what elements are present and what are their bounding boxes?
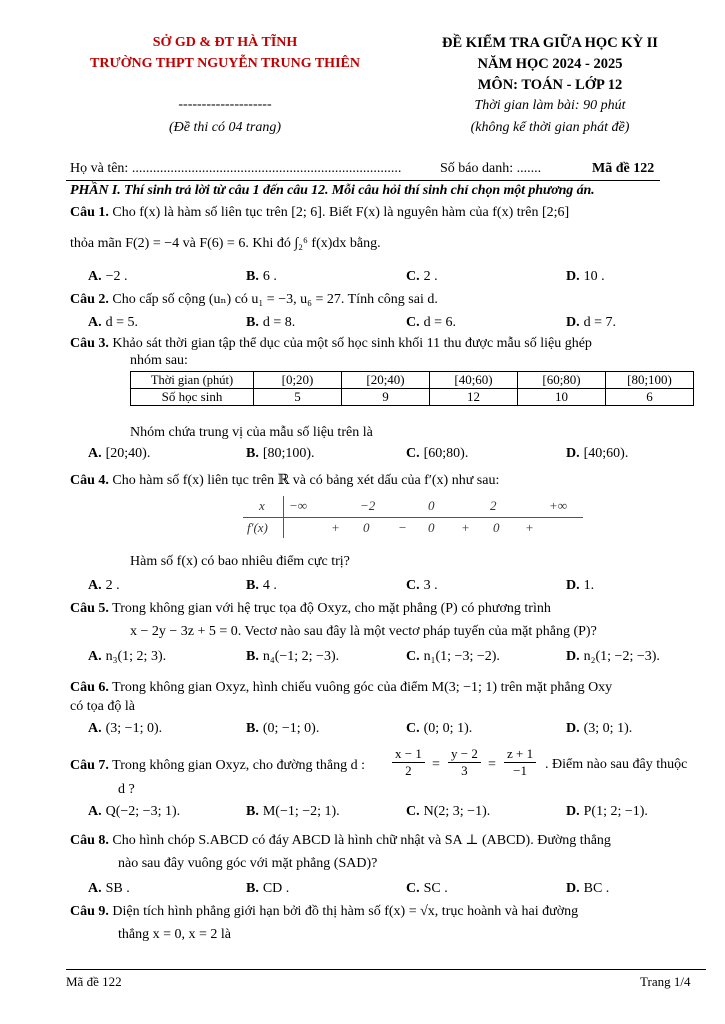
question-3: Câu 3. Khảo sát thời gian tập thể dục của một số học sinh khối 11 thu được mẫu số liệu ghép [70, 336, 592, 351]
header-page-count: (Đề thi có 04 trang) [169, 120, 281, 135]
sign-value: 0 [363, 520, 370, 535]
q1-option-c[interactable]: C. 2 . [406, 269, 438, 284]
q3-option-c[interactable]: C. [60;80). [406, 446, 469, 461]
question-3-prompt: Nhóm chứa trung vị của mẫu số liệu trên là [130, 425, 373, 440]
question-6: Câu 6. Trong không gian Oxyz, hình chiếu vuông góc của điểm M(3; −1; 1) trên mặt phẳng Oxy [70, 680, 613, 695]
q2-option-a[interactable]: A. d = 5. [88, 315, 139, 330]
q7-option-c[interactable]: C. N(2; 3; −1). [406, 804, 491, 819]
q2-option-b[interactable]: B. d = 8. [246, 315, 296, 330]
sign-table-fp-label: f′(x) [247, 520, 268, 535]
fraction-3: z + 1 −1 [504, 746, 536, 779]
question-4: Câu 4. Cho hàm số f(x) liên tục trên ℝ và có bảng xét dấu của f′(x) như sau: [70, 473, 500, 488]
table-row [131, 389, 694, 406]
question-5-line2: x − 2y − 3z + 5 = 0. Vectơ nào sau đây là một vectơ pháp tuyến của mặt phẳng (P)? [130, 624, 597, 639]
question-9-line2: thẳng x = 0, x = 2 là [118, 927, 231, 942]
question-1-line2: thỏa mãn F(2) = −4 và F(6) = 6. Khi đó ∫₂⁶ f(x)dx bằng. [70, 236, 381, 251]
q1-option-b[interactable]: B. 6 . [246, 269, 277, 284]
student-name-field: Họ và tên: ............................................................................. [70, 161, 402, 176]
table-cell: 5 [254, 389, 342, 406]
sign-table-x-value: 0 [428, 498, 435, 513]
table-cell: 9 [342, 389, 430, 406]
student-id-field: Số báo danh: ....... [440, 161, 542, 176]
sign-table-vline [283, 496, 284, 538]
question-9: Câu 9. Diện tích hình phẳng giới hạn bởi đồ thị hàm số f(x) = √x, trục hoành và hai đường [70, 904, 579, 919]
q6-option-b[interactable]: B. (0; −1; 0). [246, 721, 320, 736]
table-cell: [60;80) [518, 372, 606, 389]
q8-option-c[interactable]: C. SC . [406, 881, 448, 896]
question-5: Câu 5. Trong không gian với hệ trục tọa độ Oxyz, cho mặt phẳng (P) có phương trình [70, 601, 551, 616]
exam-duration: Thời gian làm bài: 90 phút [474, 98, 626, 113]
sign-value: + [331, 520, 340, 535]
table-cell: [0;20) [254, 372, 342, 389]
q3-option-d[interactable]: D. [40;60). [566, 446, 629, 461]
fraction-1: x − 1 2 [392, 746, 425, 779]
question-2: Câu 2. Cho cấp số cộng (uₙ) có u₁ = −3, u₆ = 27. Tính công sai d. [70, 292, 438, 307]
fraction-2: y − 2 3 [448, 746, 481, 779]
question-8: Câu 8. Cho hình chóp S.ABCD có đáy ABCD là hình chữ nhật và SA ⊥ (ABCD). Đường thẳng [70, 833, 611, 848]
q4-option-b[interactable]: B. 4 . [246, 578, 277, 593]
info-underline [66, 180, 660, 181]
footer-exam-code: Mã đề 122 [66, 974, 122, 989]
q4-option-c[interactable]: C. 3 . [406, 578, 438, 593]
footer-divider [66, 969, 706, 970]
q3-option-b[interactable]: B. [80;100). [246, 446, 315, 461]
q6-option-a[interactable]: A. (3; −1; 0). [88, 721, 163, 736]
table-row [131, 372, 694, 389]
q1-option-a[interactable]: A. −2 . [88, 269, 128, 284]
table-cell: 10 [518, 389, 606, 406]
subject: MÔN: TOÁN - LỚP 12 [477, 77, 623, 93]
sign-table-x-value: −∞ [289, 498, 308, 513]
question-7-line2: d ? [118, 782, 135, 797]
q6-option-c[interactable]: C. (0; 0; 1). [406, 721, 473, 736]
q1-option-d[interactable]: D. 10 . [566, 269, 605, 284]
sign-value: − [398, 520, 407, 535]
header-dashes: -------------------- [178, 97, 272, 112]
sign-table-x-value: −2 [360, 498, 376, 513]
sign-table-hline [243, 517, 583, 518]
q5-option-b[interactable]: B. n₄(−1; 2; −3). [246, 649, 340, 664]
question-7-tail: . Điểm nào sau đây thuộc [545, 757, 688, 772]
q3-option-a[interactable]: A. [20;40). [88, 446, 151, 461]
sign-value: 0 [428, 520, 435, 535]
table-cell: [40;60) [430, 372, 518, 389]
equals-sign: = [432, 757, 440, 772]
table-header-count: Số học sinh [131, 389, 254, 406]
sign-table-x-value: 2 [490, 498, 497, 513]
header-department: SỞ GD & ĐT HÀ TĨNH [152, 35, 298, 50]
q4-option-a[interactable]: A. 2 . [88, 578, 120, 593]
exam-code: Mã đề 122 [592, 161, 655, 176]
part1-heading: PHẦN I. Thí sinh trả lời từ câu 1 đến câu 12. Mỗi câu hỏi thí sinh chỉ chọn một phương án. [70, 183, 595, 198]
sign-value: + [461, 520, 470, 535]
question-6-line2: có tọa độ là [70, 699, 135, 714]
exam-duration-note: (không kể thời gian phát đề) [470, 120, 630, 135]
table-cell: [80;100) [606, 372, 694, 389]
question-4-prompt: Hàm số f(x) có bao nhiêu điểm cực trị? [130, 554, 350, 569]
table-cell: 12 [430, 389, 518, 406]
question-3-line2: nhóm sau: [130, 353, 188, 368]
exam-title: ĐỀ KIỂM TRA GIỮA HỌC KỲ II [442, 35, 658, 51]
question-text: Cho f(x) là hàm số liên tục trên [2; 6]. Biết F(x) là nguyên hàm của f(x) trên [2;6] [112, 205, 570, 220]
sign-table-x-value: +∞ [549, 498, 568, 513]
question-label: Câu 1. [70, 205, 109, 220]
table-header-time: Thời gian (phút) [131, 372, 254, 389]
q7-option-d[interactable]: D. P(1; 2; −1). [566, 804, 648, 819]
sign-table-x-label: x [259, 498, 265, 513]
sign-table [243, 496, 583, 538]
table-cell: [20;40) [342, 372, 430, 389]
question-8-line2: nào sau đây vuông góc với mặt phẳng (SAD)? [118, 856, 378, 871]
equals-sign: = [488, 757, 496, 772]
frequency-table [130, 371, 694, 406]
q7-option-a[interactable]: A. Q(−2; −3; 1). [88, 804, 181, 819]
q5-option-c[interactable]: C. n₁(1; −3; −2). [406, 649, 500, 664]
school-year: NĂM HỌC 2024 - 2025 [477, 56, 623, 72]
q6-option-d[interactable]: D. (3; 0; 1). [566, 721, 633, 736]
q7-option-b[interactable]: B. M(−1; −2; 1). [246, 804, 340, 819]
q4-option-d[interactable]: D. 1. [566, 578, 595, 593]
sign-value: + [525, 520, 534, 535]
question-1 [70, 204, 569, 222]
question-7: Câu 7. Trong không gian Oxyz, cho đường thẳng d : [70, 758, 366, 773]
header-school: TRƯỜNG THPT NGUYỄN TRUNG THIÊN [90, 56, 360, 71]
q5-option-d[interactable]: D. n₂(1; −2; −3). [566, 649, 660, 664]
footer-page-number: Trang 1/4 [640, 974, 691, 989]
q2-option-c[interactable]: C. d = 6. [406, 315, 457, 330]
q5-option-a[interactable]: A. n₃(1; 2; 3). [88, 649, 167, 664]
q8-option-b[interactable]: B. CD . [246, 881, 290, 896]
sign-value: 0 [493, 520, 500, 535]
table-cell: 6 [606, 389, 694, 406]
q8-option-d[interactable]: D. BC . [566, 881, 610, 896]
q8-option-a[interactable]: A. SB . [88, 881, 130, 896]
q2-option-d[interactable]: D. d = 7. [566, 315, 617, 330]
